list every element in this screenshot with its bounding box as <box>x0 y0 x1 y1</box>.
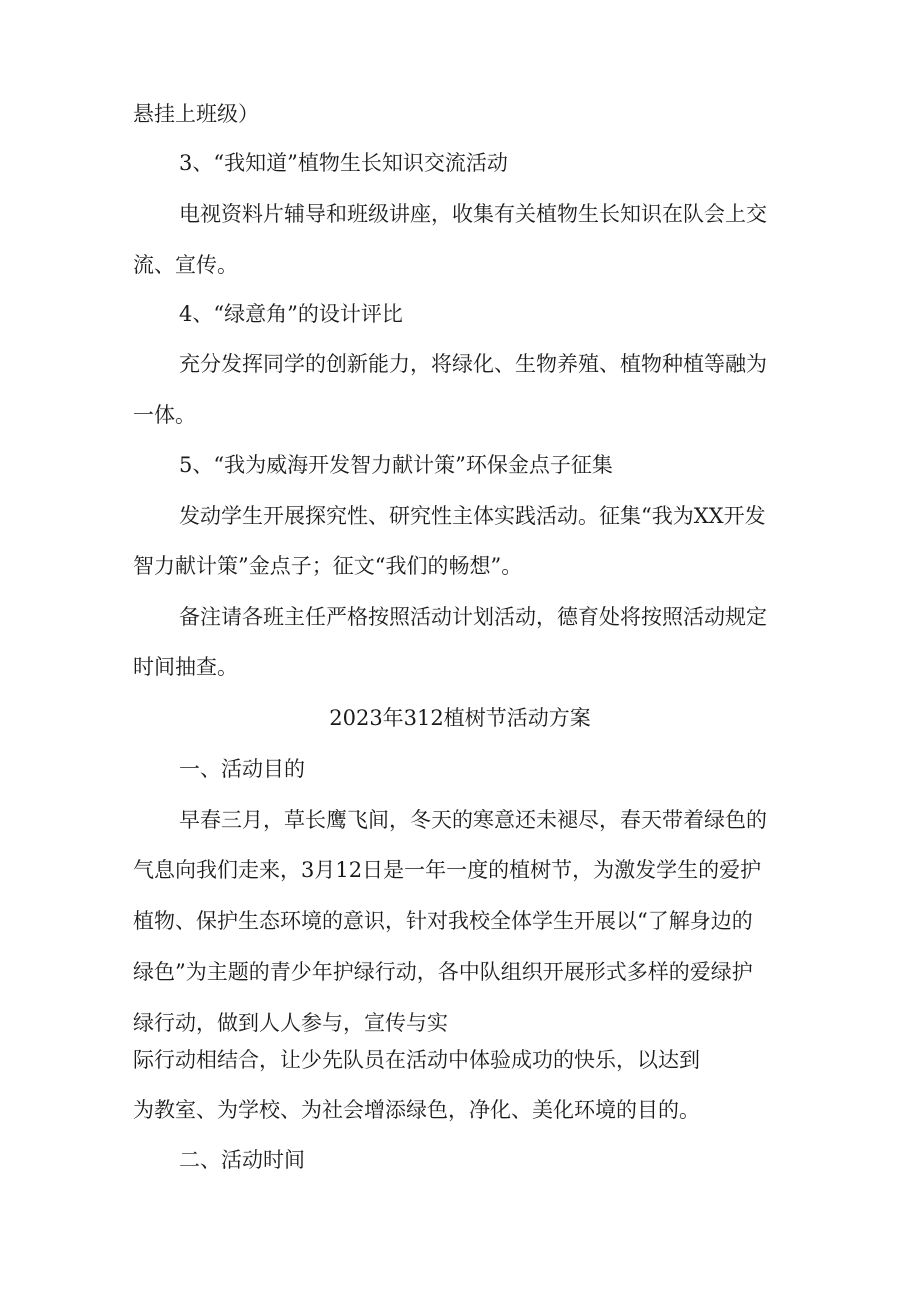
text-line: 备注请各班主任严格按照活动计划活动，德育处将按照活动规定 <box>179 605 767 629</box>
text-line: 气息向我们走来，3月12日是一年一度的植树节，为激发学生的爱护 <box>133 858 762 882</box>
text-line: 悬挂上班级） <box>133 102 259 126</box>
text-line: 充分发挥同学的创新能力，将绿化、生物养殖、植物种植等融为 <box>179 352 767 376</box>
text-line: 植物、保护生态环境的意识，针对我校全体学生开展以“了解身边的 <box>133 909 753 933</box>
text-line: 为教室、为学校、为社会增添绿色，净化、美化环境的目的。 <box>133 1098 700 1122</box>
section-heading: 4、“绿意角”的设计评比 <box>179 302 403 326</box>
text-line: 发动学生开展探究性、研究性主体实践活动。征集“我为XX开发 <box>179 504 766 528</box>
text-line: 智力献计策”金点子；征文“我们的畅想”。 <box>133 554 523 578</box>
section-heading: 一、活动目的 <box>179 757 305 781</box>
text-line: 时间抽查。 <box>133 655 238 679</box>
text-line: 电视资料片辅导和班级讲座，收集有关植物生长知识在队会上交 <box>179 202 767 226</box>
text-line: 一体。 <box>133 403 196 427</box>
text-line: 早春三月，草长鹰飞间，冬天的寒意还未褪尽，春天带着绿色的 <box>179 808 767 832</box>
document-title: 2023年312植树节活动方案 <box>329 706 591 730</box>
text-line: 绿行动，做到人人参与，宣传与实 <box>133 1011 448 1035</box>
text-line: 际行动相结合，让少先队员在活动中体验成功的快乐，以达到 <box>133 1048 700 1072</box>
text-line: 绿色”为主题的青少年护绿行动，各中队组织开展形式多样的爱绿护 <box>133 960 753 984</box>
section-heading: 5、“我为威海开发智力献计策”环保金点子征集 <box>179 453 613 477</box>
section-heading: 二、活动时间 <box>179 1148 305 1172</box>
section-heading: 3、“我知道”植物生长知识交流活动 <box>179 151 508 175</box>
text-line: 流、宣传。 <box>133 253 238 277</box>
